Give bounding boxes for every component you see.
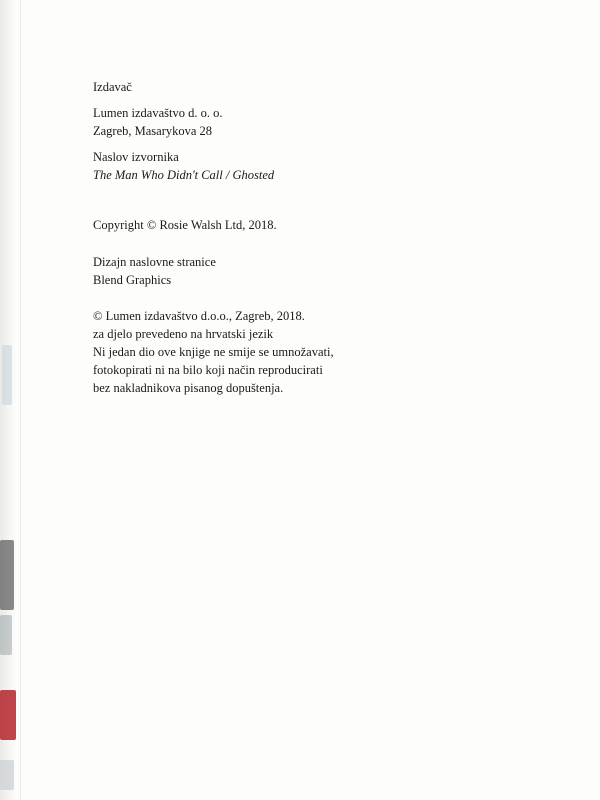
copyright-line: Copyright © Rosie Walsh Ltd, 2018.: [93, 218, 277, 232]
publisher-block: [93, 78, 223, 140]
original-title: The Man Who Didn't Call / Ghosted: [93, 168, 275, 182]
publisher-name: Lumen izdavaštvo d. o. o.: [93, 106, 223, 120]
publisher-label: Izdavač: [93, 80, 132, 94]
rights-block: [93, 307, 334, 397]
cover-design-label: Dizajn naslovne stranice: [93, 255, 216, 269]
cover-designer: Blend Graphics: [93, 273, 172, 287]
cover-design-block: [93, 253, 216, 289]
rights-line: © Lumen izdavaštvo d.o.o., Zagreb, 2018.: [93, 309, 305, 323]
original-title-block: [93, 148, 274, 184]
original-title-label: Naslov izvornika: [93, 150, 179, 164]
rights-notice-line: Ni jedan dio ove knjige ne smije se umnožavati,: [93, 345, 334, 359]
page-fold-line: [20, 0, 21, 800]
rights-line: za djelo prevedeno na hrvatski jezik: [93, 327, 274, 341]
scan-left-edge: [0, 0, 16, 800]
scan-artifact: [0, 760, 14, 790]
rights-notice-line: bez nakladnikova pisanog dopuštenja.: [93, 381, 284, 395]
copyright-block: [93, 216, 277, 234]
scan-artifact: [0, 690, 16, 740]
scan-artifact: [0, 615, 12, 655]
rights-notice-line: fotokopirati ni na bilo koji način reproducirati: [93, 363, 323, 377]
scan-artifact: [0, 540, 14, 610]
scan-artifact: [2, 345, 12, 405]
publisher-address: Zagreb, Masarykova 28: [93, 124, 213, 138]
